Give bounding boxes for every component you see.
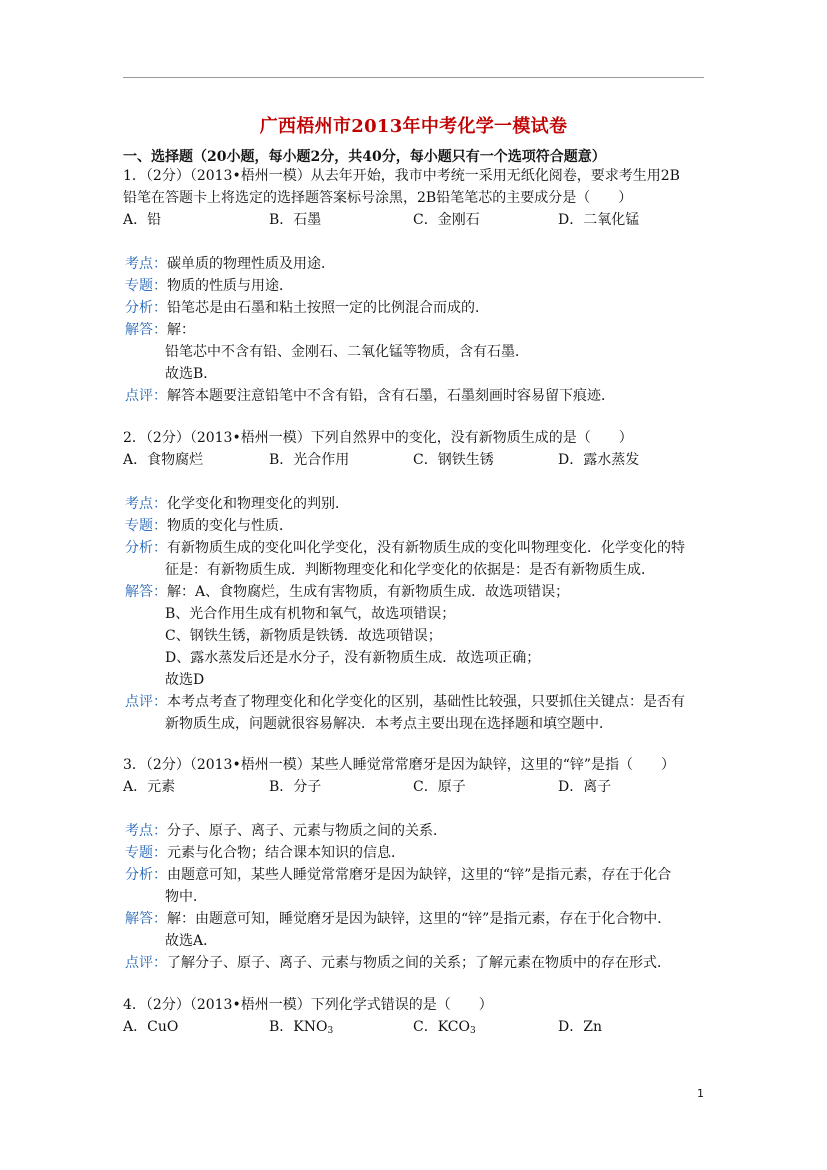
q2-jieda: 解答：解：A、食物腐烂，生成有害物质，有新物质生成．故选项错误； (125, 584, 570, 600)
q1-option-c: C．金刚石 (413, 212, 480, 228)
q4-option-c-subscript: 3 (469, 1026, 476, 1036)
fenxi-tag: 分析： (125, 300, 167, 316)
section-heading: 一、选择题（20小题，每小题2分，共40分，每小题只有一个选项符合题意） (123, 149, 606, 165)
fenxi-tag: 分析： (125, 540, 167, 556)
q2-option-c: C．钢铁生锈 (413, 452, 494, 468)
zhuanti-tag: 专题： (125, 845, 167, 861)
q1-option-a: A．铅 (123, 212, 162, 228)
q2-option-d: D．露水蒸发 (558, 452, 640, 468)
q1-jieda: 解答：解： (125, 322, 195, 338)
q1-stem-line1: 1．（2分）（2013•梧州一模）从去年开始，我市中考统一采用无纸化阅卷，要求考生用2B (123, 168, 680, 184)
fenxi-tag: 分析： (125, 867, 167, 883)
q4-option-d: D．Zn (558, 1019, 602, 1035)
q3-fenxi: 分析：由题意可知，某些人睡觉常常磨牙是因为缺锌，这里的“锌”是指元素，存在于化合 (125, 867, 672, 883)
q1-zhuanti: 专题：物质的性质与用途． (125, 278, 293, 294)
q3-dianping: 点评：了解分子、原子、离子、元素与物质之间的关系；了解元素在物质中的存在形式． (125, 955, 671, 971)
kaodian-tag: 考点： (125, 256, 167, 272)
q2-option-b: B．光合作用 (269, 452, 350, 468)
q2-kaodian: 考点：化学变化和物理变化的判别． (125, 496, 349, 512)
jieda-tag: 解答： (125, 584, 167, 600)
q2-option-a: A．食物腐烂 (123, 452, 204, 468)
kaodian-tag: 考点： (125, 496, 167, 512)
jieda-tag: 解答： (125, 911, 167, 927)
q1-jieda-line2: 铅笔芯中不含有铅、金刚石、二氧化锰等物质，含有石墨． (165, 344, 529, 360)
q4-stem-line1: 4．（2分）（2013•梧州一模）下列化学式错误的是（ ） (123, 997, 493, 1013)
q4-option-b: B．$KNO_3$ (269, 1019, 334, 1036)
q1-jieda-line3: 故选B． (165, 366, 218, 382)
q3-option-a: A．元素 (123, 779, 176, 795)
zhuanti-tag: 专题： (125, 278, 167, 294)
dianping-tag: 点评： (125, 955, 167, 971)
q4-option-c: C．$KCO_3$ (413, 1019, 476, 1036)
q3-option-b: B．分子 (269, 779, 322, 795)
q1-option-b: B．石墨 (269, 212, 322, 228)
q3-jieda: 解答：解：由题意可知，睡觉磨牙是因为缺锌，这里的“锌”是指元素，存在于化合物中． (125, 911, 672, 927)
q2-jieda-line2: B、光合作用生成有机物和氧气，故选项错误； (165, 606, 456, 622)
q3-stem-line1: 3．（2分）（2013•梧州一模）某些人睡觉常常磨牙是因为缺锌，这里的“锌”是指（ ） (123, 757, 676, 773)
dianping-tag: 点评： (125, 388, 167, 404)
q2-jieda-line3: C、钢铁生锈，新物质是铁锈．故选项错误； (165, 628, 442, 644)
q1-option-d: D．二氧化锰 (558, 212, 640, 228)
q1-kaodian: 考点：碳单质的物理性质及用途． (125, 256, 335, 272)
q3-zhuanti: 专题：元素与化合物；结合课本知识的信息． (125, 845, 405, 861)
q3-option-c: C．原子 (413, 779, 466, 795)
page-number: 1 (697, 1087, 704, 1100)
q2-dianping: 点评：本考点考查了物理变化和化学变化的区别，基础性比较强，只要抓住关键点：是否有 (125, 694, 685, 710)
q3-kaodian: 考点：分子、原子、离子、元素与物质之间的关系． (125, 823, 447, 839)
q3-jieda-line2: 故选A． (165, 933, 218, 949)
kaodian-tag: 考点： (125, 823, 167, 839)
q2-zhuanti: 专题：物质的变化与性质． (125, 518, 293, 534)
q1-stem-line2: 铅笔在答题卡上将选定的选择题答案标号涂黑，2B铅笔笔芯的主要成分是（ ） (123, 190, 633, 206)
q3-fenxi-line2: 物中． (165, 889, 207, 905)
q1-fenxi: 分析：铅笔芯是由石墨和粘土按照一定的比例混合而成的． (125, 300, 489, 316)
q4-option-a: A．CuO (123, 1019, 179, 1035)
q2-fenxi: 分析：有新物质生成的变化叫化学变化，没有新物质生成的变化叫物理变化．化学变化的特 (125, 540, 685, 556)
dianping-tag: 点评： (125, 694, 167, 710)
q4-option-b-subscript: 3 (327, 1026, 334, 1036)
q2-stem-line1: 2．（2分）（2013•梧州一模）下列自然界中的变化，没有新物质生成的是（ ） (123, 430, 633, 446)
q2-dianping-line2: 新物质生成，问题就很容易解决．本考点主要出现在选择题和填空题中． (165, 716, 613, 732)
header-rule (123, 77, 704, 78)
jieda-tag: 解答： (125, 322, 167, 338)
q2-fenxi-line2: 征是：有新物质生成．判断物理变化和化学变化的依据是：是否有新物质生成． (165, 562, 655, 578)
q2-jieda-line5: 故选D (165, 672, 205, 688)
q1-dianping: 点评：解答本题要注意铅笔中不含有铅，含有石墨，石墨刻画时容易留下痕迹． (125, 388, 615, 404)
zhuanti-tag: 专题： (125, 518, 167, 534)
q3-option-d: D．离子 (558, 779, 612, 795)
q2-jieda-line4: D、露水蒸发后还是水分子，没有新物质生成．故选项正确； (165, 650, 541, 666)
page-title: 广西梧州市2013年中考化学一模试卷 (259, 116, 568, 137)
